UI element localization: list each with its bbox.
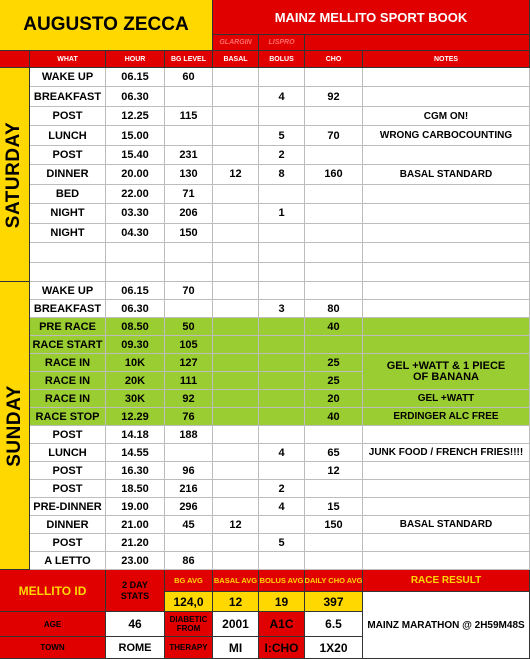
- saturday-row-1-bolus: 4: [259, 87, 305, 106]
- saturday-row-2-note: CGM ON!: [363, 107, 530, 126]
- sunday-row-6-cho: 20: [305, 390, 363, 408]
- sunday-row-13-basal: 12: [213, 516, 259, 534]
- sunday-row-9-bolus: 4: [259, 444, 305, 462]
- sunday-row-9-what: LUNCH: [30, 444, 106, 462]
- sunday-row-12-bg: 296: [165, 498, 213, 516]
- saturday-row-5-bg: 130: [165, 165, 213, 184]
- sunday-row-13-note: BASAL STANDARD: [363, 516, 530, 534]
- sunday-row-14-what: POST: [30, 534, 106, 552]
- sunday-row-1-cho: 80: [305, 300, 363, 318]
- cho-avg-label: DAILY CHO AVG: [305, 570, 363, 592]
- saturday-row-8-hour: 04.30: [106, 224, 165, 243]
- saturday-row-5-hour: 20.00: [106, 165, 165, 184]
- sunday-row-2-cho: 40: [305, 318, 363, 336]
- race-result-value: MAINZ MARATHON @ 2H59M48S: [363, 592, 530, 659]
- sunday-row-1-note: [363, 300, 530, 318]
- saturday-row-0-hour: 06.15: [106, 68, 165, 87]
- sunday-row-10-note: [363, 462, 530, 480]
- sunday-row-9-cho: 65: [305, 444, 363, 462]
- sunday-row-13-hour: 21.00: [106, 516, 165, 534]
- saturday-row-3-basal: [213, 126, 259, 145]
- sunday-row-5-what: RACE IN: [30, 372, 106, 390]
- sunday-row-10-hour: 16.30: [106, 462, 165, 480]
- sunday-row-11-hour: 18.50: [106, 480, 165, 498]
- bg-avg-value: 124,0: [165, 592, 213, 612]
- sunday-row-11-what: POST: [30, 480, 106, 498]
- sunday-row-14-hour: 21.20: [106, 534, 165, 552]
- saturday-row-8-bg: 150: [165, 224, 213, 243]
- cho-avg-value: 397: [305, 592, 363, 612]
- icho-label: I:CHO: [259, 637, 305, 659]
- sunday-row-14-basal: [213, 534, 259, 552]
- sunday-row-12-basal: [213, 498, 259, 516]
- saturday-row-6-bolus: [259, 185, 305, 204]
- diabetic-from-label: DIABETIC FROM: [165, 612, 213, 637]
- sunday-row-8-bolus: [259, 426, 305, 444]
- saturday-row-7-basal: [213, 204, 259, 223]
- saturday-row-3-bg: [165, 126, 213, 145]
- sunday-row-8-bg: 188: [165, 426, 213, 444]
- saturday-row-10-cho: [305, 263, 363, 282]
- sunday-row-4-bolus: [259, 354, 305, 372]
- saturday-row-8-bolus: [259, 224, 305, 243]
- book-title: MAINZ MELLITO SPORT BOOK: [213, 0, 530, 35]
- sunday-row-7-bolus: [259, 408, 305, 426]
- sunday-row-6-note: GEL +WATT: [363, 390, 530, 408]
- col-header-bg: BG LEVEL: [165, 51, 213, 68]
- saturday-row-6-hour: 22.00: [106, 185, 165, 204]
- sunday-row-6-bolus: [259, 390, 305, 408]
- sunday-row-15-hour: 23.00: [106, 552, 165, 570]
- sunday-row-15-note: [363, 552, 530, 570]
- sunday-row-11-basal: [213, 480, 259, 498]
- a1c-value: 6.5: [305, 612, 363, 637]
- sunday-row-3-basal: [213, 336, 259, 354]
- saturday-row-0-what: WAKE UP: [30, 68, 106, 87]
- sunday-row-0-bolus: [259, 282, 305, 300]
- saturday-row-10-what: [30, 263, 106, 282]
- saturday-row-6-what: BED: [30, 185, 106, 204]
- saturday-row-3-hour: 15.00: [106, 126, 165, 145]
- saturday-row-2-bolus: [259, 107, 305, 126]
- sunday-row-8-note: [363, 426, 530, 444]
- saturday-row-7-what: NIGHT: [30, 204, 106, 223]
- saturday-row-7-cho: [305, 204, 363, 223]
- bolus-avg-value: 19: [259, 592, 305, 612]
- sunday-row-2-hour: 08.50: [106, 318, 165, 336]
- saturday-row-3-what: LUNCH: [30, 126, 106, 145]
- saturday-row-10-bolus: [259, 263, 305, 282]
- sunday-row-12-cho: 15: [305, 498, 363, 516]
- saturday-row-3-note: WRONG CARBOCOUNTING: [363, 126, 530, 145]
- saturday-row-8-what: NIGHT: [30, 224, 106, 243]
- sunday-row-15-basal: [213, 552, 259, 570]
- saturday-row-9-hour: [106, 243, 165, 262]
- sunday-row-2-note: [363, 318, 530, 336]
- saturday-row-5-note: BASAL STANDARD: [363, 165, 530, 184]
- saturday-row-7-bg: 206: [165, 204, 213, 223]
- saturday-row-10-hour: [106, 263, 165, 282]
- sunday-row-12-note: [363, 498, 530, 516]
- sunday-label: SUNDAY: [0, 282, 30, 570]
- col-header-hour: HOUR: [106, 51, 165, 68]
- town-label: TOWN: [0, 637, 106, 659]
- saturday-row-2-bg: 115: [165, 107, 213, 126]
- sunday-row-14-note: [363, 534, 530, 552]
- col-header-what: WHAT: [30, 51, 106, 68]
- sunday-row-5-bg: 111: [165, 372, 213, 390]
- saturday-row-8-note: [363, 224, 530, 243]
- saturday-row-4-what: POST: [30, 146, 106, 165]
- basal-avg-value: 12: [213, 592, 259, 612]
- saturday-row-4-basal: [213, 146, 259, 165]
- saturday-row-1-cho: 92: [305, 87, 363, 106]
- sunday-row-14-bg: [165, 534, 213, 552]
- col-header-bolus: BOLUS: [259, 51, 305, 68]
- sunday-row-5-bolus: [259, 372, 305, 390]
- saturday-row-9-note: [363, 243, 530, 262]
- saturday-row-9-what: [30, 243, 106, 262]
- saturday-row-1-bg: [165, 87, 213, 106]
- saturday-row-1-basal: [213, 87, 259, 106]
- saturday-row-10-basal: [213, 263, 259, 282]
- saturday-row-3-bolus: 5: [259, 126, 305, 145]
- sunday-row-14-bolus: 5: [259, 534, 305, 552]
- saturday-row-3-cho: 70: [305, 126, 363, 145]
- saturday-row-0-cho: [305, 68, 363, 87]
- col-header-cho: CHO: [305, 51, 363, 68]
- saturday-row-8-cho: [305, 224, 363, 243]
- sunday-row-12-what: PRE-DINNER: [30, 498, 106, 516]
- sunday-row-2-basal: [213, 318, 259, 336]
- saturday-row-4-bolus: 2: [259, 146, 305, 165]
- saturday-row-9-bolus: [259, 243, 305, 262]
- sunday-row-6-what: RACE IN: [30, 390, 106, 408]
- mellito-id-label: MELLITO ID: [0, 570, 106, 612]
- sunday-row-6-bg: 92: [165, 390, 213, 408]
- age-label: AGE: [0, 612, 106, 637]
- sunday-row-14-cho: [305, 534, 363, 552]
- a1c-label: A1C: [259, 612, 305, 637]
- glargin-header: GLARGIN: [213, 35, 259, 51]
- saturday-row-10-note: [363, 263, 530, 282]
- saturday-row-2-basal: [213, 107, 259, 126]
- sunday-row-1-basal: [213, 300, 259, 318]
- sunday-row-7-note: ERDINGER ALC FREE: [363, 408, 530, 426]
- saturday-row-5-bolus: 8: [259, 165, 305, 184]
- saturday-row-2-hour: 12.25: [106, 107, 165, 126]
- sunday-row-4-cho: 25: [305, 354, 363, 372]
- icho-value: 1X20: [305, 637, 363, 659]
- age-value: 46: [106, 612, 165, 637]
- sunday-row-4-hour: 10K: [106, 354, 165, 372]
- sunday-row-13-bg: 45: [165, 516, 213, 534]
- sunday-row-10-bg: 96: [165, 462, 213, 480]
- therapy-value: MI: [213, 637, 259, 659]
- sunday-row-7-hour: 12.29: [106, 408, 165, 426]
- sunday-row-3-bg: 105: [165, 336, 213, 354]
- sunday-row-11-bg: 216: [165, 480, 213, 498]
- sunday-row-15-cho: [305, 552, 363, 570]
- header-spacer: [305, 35, 530, 51]
- sunday-row-9-basal: [213, 444, 259, 462]
- saturday-row-6-cho: [305, 185, 363, 204]
- saturday-row-9-basal: [213, 243, 259, 262]
- saturday-row-5-cho: 160: [305, 165, 363, 184]
- sunday-row-7-bg: 76: [165, 408, 213, 426]
- saturday-row-6-basal: [213, 185, 259, 204]
- sunday-row-12-bolus: 4: [259, 498, 305, 516]
- saturday-row-7-note: [363, 204, 530, 223]
- bg-avg-label: BG AVG: [165, 570, 213, 592]
- sunday-row-5-cho: 25: [305, 372, 363, 390]
- sunday-row-9-bg: [165, 444, 213, 462]
- saturday-row-4-bg: 231: [165, 146, 213, 165]
- two-day-stats-label: 2 DAY STATS: [106, 570, 165, 612]
- saturday-row-7-bolus: 1: [259, 204, 305, 223]
- sunday-row-13-bolus: [259, 516, 305, 534]
- sunday-row-2-what: PRE RACE: [30, 318, 106, 336]
- diabetic-from-value: 2001: [213, 612, 259, 637]
- sunday-row-15-what: A LETTO: [30, 552, 106, 570]
- saturday-row-8-basal: [213, 224, 259, 243]
- sunday-row-7-what: RACE STOP: [30, 408, 106, 426]
- saturday-row-0-bolus: [259, 68, 305, 87]
- saturday-row-10-bg: [165, 263, 213, 282]
- race-result-label: RACE RESULT: [363, 570, 530, 592]
- saturday-label: SATURDAY: [0, 68, 30, 282]
- saturday-row-1-hour: 06.30: [106, 87, 165, 106]
- header-spacer-left: [0, 51, 30, 68]
- col-header-notes: NOTES: [363, 51, 530, 68]
- saturday-row-5-basal: 12: [213, 165, 259, 184]
- therapy-label: THERAPY: [165, 637, 213, 659]
- sunday-row-7-cho: 40: [305, 408, 363, 426]
- sunday-row-15-bolus: [259, 552, 305, 570]
- saturday-row-0-bg: 60: [165, 68, 213, 87]
- athlete-name: AUGUSTO ZECCA: [0, 0, 213, 51]
- sunday-row-0-note: [363, 282, 530, 300]
- saturday-row-5-what: DINNER: [30, 165, 106, 184]
- sunday-row-0-bg: 70: [165, 282, 213, 300]
- race-fuel-note: GEL +WATT & 1 PIECE OF BANANA: [363, 354, 530, 390]
- saturday-row-4-cho: [305, 146, 363, 165]
- sunday-row-11-note: [363, 480, 530, 498]
- saturday-row-0-basal: [213, 68, 259, 87]
- sunday-row-4-what: RACE IN: [30, 354, 106, 372]
- sunday-row-11-cho: [305, 480, 363, 498]
- sunday-row-5-hour: 20K: [106, 372, 165, 390]
- saturday-row-6-bg: 71: [165, 185, 213, 204]
- sunday-row-0-hour: 06.15: [106, 282, 165, 300]
- town-value: ROME: [106, 637, 165, 659]
- col-header-basal: BASAL: [213, 51, 259, 68]
- sunday-row-8-cho: [305, 426, 363, 444]
- sunday-row-0-cho: [305, 282, 363, 300]
- sunday-row-6-basal: [213, 390, 259, 408]
- sunday-row-1-what: BREAKFAST: [30, 300, 106, 318]
- sunday-row-1-hour: 06.30: [106, 300, 165, 318]
- saturday-row-4-hour: 15.40: [106, 146, 165, 165]
- saturday-row-6-note: [363, 185, 530, 204]
- bolus-avg-label: BOLUS AVG: [259, 570, 305, 592]
- sunday-row-3-hour: 09.30: [106, 336, 165, 354]
- sunday-row-9-hour: 14.55: [106, 444, 165, 462]
- sunday-row-4-bg: 127: [165, 354, 213, 372]
- sunday-row-8-what: POST: [30, 426, 106, 444]
- sunday-row-3-note: [363, 336, 530, 354]
- sunday-row-12-hour: 19.00: [106, 498, 165, 516]
- sunday-row-0-what: WAKE UP: [30, 282, 106, 300]
- saturday-row-1-what: BREAKFAST: [30, 87, 106, 106]
- sunday-row-10-what: POST: [30, 462, 106, 480]
- sunday-row-1-bolus: 3: [259, 300, 305, 318]
- sunday-row-9-note: JUNK FOOD / FRENCH FRIES!!!!: [363, 444, 530, 462]
- saturday-row-7-hour: 03.30: [106, 204, 165, 223]
- sunday-row-6-hour: 30K: [106, 390, 165, 408]
- sunday-row-3-what: RACE START: [30, 336, 106, 354]
- saturday-row-2-what: POST: [30, 107, 106, 126]
- saturday-row-1-note: [363, 87, 530, 106]
- sunday-row-10-cho: 12: [305, 462, 363, 480]
- sunday-row-0-basal: [213, 282, 259, 300]
- sunday-row-3-cho: [305, 336, 363, 354]
- sunday-row-10-bolus: [259, 462, 305, 480]
- saturday-row-4-note: [363, 146, 530, 165]
- saturday-row-9-cho: [305, 243, 363, 262]
- sunday-row-7-basal: [213, 408, 259, 426]
- sunday-row-1-bg: [165, 300, 213, 318]
- saturday-row-9-bg: [165, 243, 213, 262]
- sunday-row-11-bolus: 2: [259, 480, 305, 498]
- sunday-row-10-basal: [213, 462, 259, 480]
- sunday-row-13-what: DINNER: [30, 516, 106, 534]
- saturday-row-2-cho: [305, 107, 363, 126]
- sunday-row-4-basal: [213, 354, 259, 372]
- sunday-row-13-cho: 150: [305, 516, 363, 534]
- sunday-row-15-bg: 86: [165, 552, 213, 570]
- basal-avg-label: BASAL AVG: [213, 570, 259, 592]
- sunday-row-5-basal: [213, 372, 259, 390]
- lispro-header: LISPRO: [259, 35, 305, 51]
- sunday-row-2-bg: 50: [165, 318, 213, 336]
- sunday-row-8-basal: [213, 426, 259, 444]
- sunday-row-3-bolus: [259, 336, 305, 354]
- saturday-row-0-note: [363, 68, 530, 87]
- sunday-row-2-bolus: [259, 318, 305, 336]
- sunday-row-8-hour: 14.18: [106, 426, 165, 444]
